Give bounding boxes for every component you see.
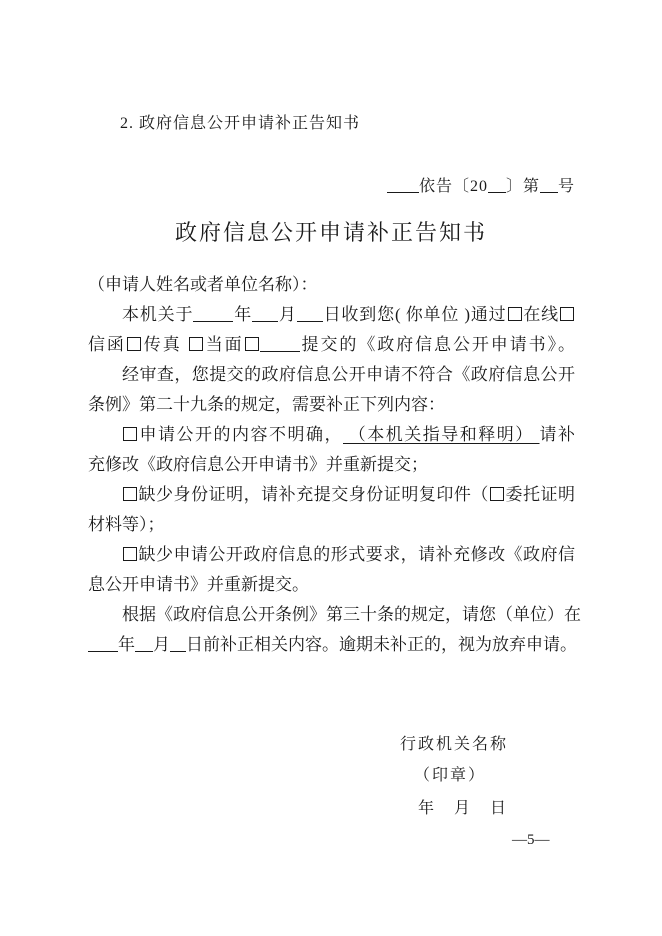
body-text: 缺少身份证明，请补充提交身份证明复印件（: [138, 485, 489, 504]
checkbox-icon: [245, 337, 259, 351]
body-text: 委托证明: [504, 485, 576, 504]
body-text: （申请人姓名或者单位名称）：: [88, 275, 318, 294]
body-line: [88, 360, 575, 390]
body-line: [88, 510, 575, 540]
body-text: 年: [233, 305, 253, 324]
body-line: [88, 270, 575, 300]
body-text: 缺少申请公开政府信息的形式要求，请补充修改《政府信: [138, 545, 575, 564]
page-number: —5—: [512, 832, 550, 848]
body-line: [88, 330, 575, 360]
body-line: [88, 630, 575, 660]
body-text: 传真: [141, 335, 188, 354]
body-text: 在线: [522, 305, 560, 324]
body-text: 充修改《政府信息公开申请书》并重新提交；: [88, 455, 428, 474]
body-line: [88, 600, 581, 630]
ref-blank: [540, 177, 558, 193]
body-line: [88, 390, 575, 420]
body-line: [88, 420, 575, 450]
body-line: [88, 300, 575, 330]
fill-in-blank: [297, 305, 323, 322]
body-text: 月: [153, 635, 170, 654]
checkbox-icon: [490, 487, 504, 501]
ref-blank: [488, 177, 506, 193]
body-text: 材料等）；: [88, 515, 165, 534]
body-text: 提交的《政府信息公开申请书》。: [299, 335, 576, 354]
section-heading: 2. 政府信息公开申请补正告知书: [120, 115, 361, 132]
seal-label: （印章）: [414, 767, 487, 784]
checkbox-icon: [123, 427, 137, 441]
body-text: 月: [278, 305, 297, 324]
checkbox-icon: [123, 487, 137, 501]
body-line: [88, 540, 575, 570]
body-text: 条例》第二十九条的规定，需要补正下列内容：: [88, 395, 445, 414]
body-text: 当面: [203, 335, 244, 354]
ref-text: 号: [557, 178, 575, 195]
body-text: 信函: [88, 335, 126, 354]
checkbox-icon: [127, 337, 141, 351]
body-line: [88, 450, 575, 480]
body-text: 日收到您( 你单位 )通过: [322, 305, 507, 324]
checkbox-icon: [189, 337, 203, 351]
body-text: 经审查，您提交的政府信息公开申请不符合《政府信息公开: [122, 365, 575, 384]
reference-number: [387, 173, 575, 196]
document-title: 政府信息公开申请补正告知书: [174, 220, 487, 245]
fill-in-blank: [170, 635, 186, 652]
body-text: 日前补正相关内容。逾期未补正的，视为放弃申请。: [186, 635, 577, 654]
agency-name: 行政机关名称: [400, 736, 509, 753]
body-text: 本机关于: [122, 305, 194, 324]
ref-text: 〕第: [505, 178, 540, 195]
body-line: [88, 570, 575, 600]
checkbox-icon: [560, 307, 574, 321]
body-text: 请补: [539, 425, 575, 444]
checkbox-icon: [123, 547, 137, 561]
fill-in-blank: [260, 335, 300, 352]
body-text: 息公开申请书》并重新提交。: [88, 575, 309, 594]
underlined-note: （本机关指导和释明）: [343, 425, 540, 444]
body-text: 申请公开的内容不明确，: [138, 425, 343, 444]
fill-in-blank: [88, 635, 118, 652]
signature-date: 年 月 日: [418, 800, 509, 817]
body-line: [88, 480, 575, 510]
fill-in-blank: [252, 305, 278, 322]
body-text: 年: [118, 635, 135, 654]
notice-body: [88, 270, 581, 660]
checkbox-icon: [508, 307, 522, 321]
fill-in-blank: [193, 305, 233, 322]
ref-blank: [387, 177, 419, 193]
ref-text: 依告〔20: [418, 178, 488, 195]
body-text: 根据《政府信息公开条例》第三十条的规定，请您（单位）在: [122, 605, 581, 624]
fill-in-blank: [135, 635, 153, 652]
